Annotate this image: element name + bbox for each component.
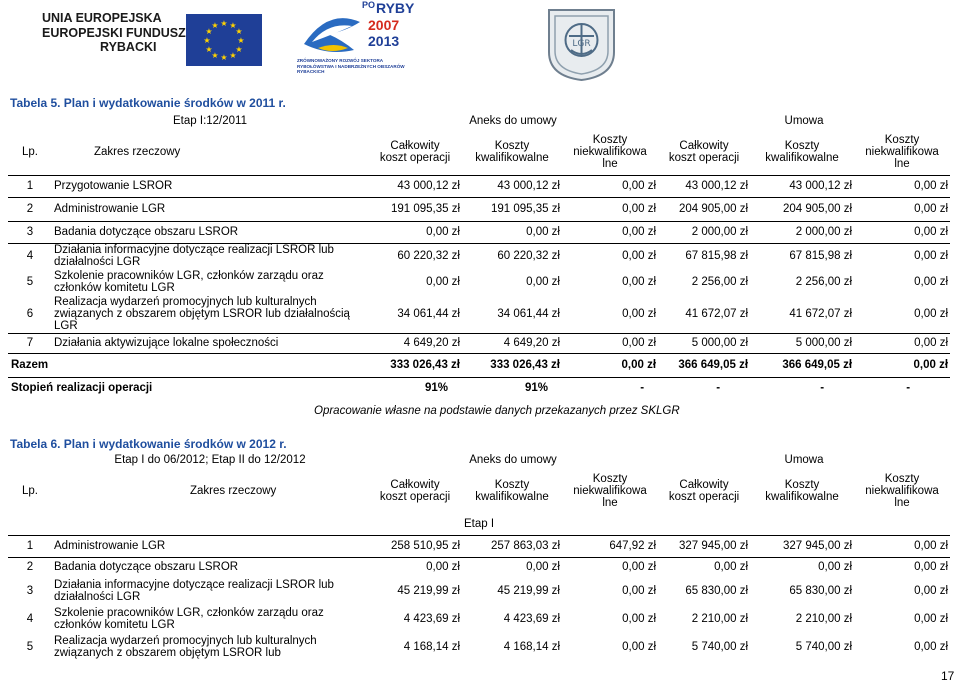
kwal-header-aneks: Koszty kwalifikowalne: [475, 140, 549, 165]
aneks-header: Aneks do umowy: [469, 114, 557, 127]
table-row: 2 Badania dotyczące obszaru LSROR 0,00 zł 0,00 zł 0,00 zł 0,00 zł 0,00 zł 0,00 zł: [8, 557, 950, 577]
lgr-seal-logo: [545, 6, 618, 82]
eu-line-2: EUROPEJSKI FUNDUSZ: [42, 25, 186, 40]
table-row: 1 Przygotowanie LSROR 43 000,12 zł 43 000,12 zł 0,00 zł 43 000,12 zł 43 000,12 zł 0,00 zł: [8, 175, 950, 197]
table-row: 4 Działania informacyjne dotyczące realizacji LSROR lub działalności LGR 60 220,32 zł 60 220,32 zł 0,00 zł 67 815,98 zł 67 815,98 zł 0,00 zł: [8, 243, 950, 269]
svg-text:★: ★: [229, 21, 237, 30]
po-ryby-subtitle: ZRÓWNOWAŻONY ROZWÓJ SEKTORA RYBOŁÓWSTWA I NADBRZEŻNYCH OBSZARÓW RYBACKICH: [297, 58, 405, 74]
svg-text:★: ★: [220, 19, 228, 28]
kwal-header-umowa: Koszty kwalifikowalne: [765, 140, 839, 165]
eu-fund-text: [42, 11, 186, 55]
niekwal-header-aneks: Koszty niekwalifikowa lne: [573, 472, 647, 509]
etap-header: Etap I do 06/2012; Etap II do 12/2012: [114, 453, 306, 466]
svg-text:★: ★: [211, 21, 219, 30]
etap-i-subheader: Etap I: [464, 517, 495, 530]
zakres-header: Zakres rzeczowy: [190, 484, 277, 497]
umowa-header: Umowa: [784, 114, 824, 127]
kwal-header-aneks: Koszty kwalifikowalne: [475, 478, 549, 503]
niekwal-header-aneks: Koszty niekwalifikowa lne: [573, 134, 647, 171]
calkowity-header-aneks: Całkowity koszt operacji: [379, 140, 451, 165]
table-6: [8, 451, 950, 661]
table-row: 3 Działania informacyjne dotyczące realizacji LSROR lub działalności LGR 45 219,99 zł 45 219,99 zł 0,00 zł 65 830,00 zł 65 830,00 zł 0,00 zł: [26, 579, 949, 603]
calkowity-header-umowa: Całkowity koszt operacji: [668, 140, 740, 165]
seal-text: LGR: [572, 39, 591, 49]
table-6-caption: Tabela 6. Plan i wydatkowanie środków w 2012 r.: [10, 437, 287, 451]
lp-header: Lp.: [22, 146, 38, 159]
kwal-header-umowa: Koszty kwalifikowalne: [765, 478, 839, 503]
page-number: 17: [941, 669, 955, 683]
table-row: 4 Szkolenie pracowników LGR, członków zarządu oraz członków komitetu LGR 4 423,69 zł 4 423,69 zł 0,00 zł 2 210,00 zł 2 210,00 zł 0,00 zł: [26, 607, 949, 631]
zakres-header: Zakres rzeczowy: [94, 146, 181, 159]
umowa-header: Umowa: [784, 453, 824, 466]
table-row: 3 Badania dotyczące obszaru LSROR 0,00 zł 0,00 zł 0,00 zł 2 000,00 zł 2 000,00 zł 0,00 zł: [8, 221, 950, 243]
year-2013: 2013: [368, 33, 400, 49]
etap-header: Etap I:12/2011: [173, 114, 247, 127]
po-label: PO: [362, 0, 376, 10]
aneks-header: Aneks do umowy: [469, 453, 557, 466]
svg-text:★: ★: [235, 45, 243, 54]
table-6-group-header: [8, 451, 950, 468]
calkowity-header-umowa: Całkowity koszt operacji: [668, 478, 740, 503]
table-row: 6 Realizacja wydarzeń promocyjnych lub kulturalnych związanych z obszarem objętym LSROR lub działalnością LGR 34 061,44 zł 34 061,44 zł 0,00 zł 41 672,07 zł 41 672,07 zł 0,00 zł: [26, 295, 949, 332]
table-6-column-header: [8, 468, 950, 513]
svg-text:★: ★: [220, 53, 228, 62]
fish-icon: [298, 4, 364, 58]
table-row: 1 Administrowanie LGR 258 510,95 zł 257 863,03 zł 647,92 zł 327 945,00 zł 327 945,00 zł 0,00 zł: [8, 535, 950, 557]
table-row: 7 Działania aktywizujące lokalne społeczności 4 649,20 zł 4 649,20 zł 0,00 zł 5 000,00 zł 5 000,00 zł 0,00 zł: [8, 333, 950, 353]
niekwal-header-umowa: Koszty niekwalifikowa lne: [865, 472, 939, 509]
eu-fund-logo: [42, 11, 186, 69]
svg-text:★: ★: [229, 51, 237, 60]
table-5: [8, 111, 950, 399]
eu-line-1: UNIA EUROPEJSKA: [42, 11, 162, 25]
table-row: 2 Administrowanie LGR 191 095,35 zł 191 095,35 zł 0,00 zł 204 905,00 zł 204 905,00 zł 0,00 zł: [8, 197, 950, 221]
eu-line-3: RYBACKI: [100, 40, 157, 54]
niekwal-header-umowa: Koszty niekwalifikowa lne: [865, 134, 939, 171]
svg-text:★: ★: [205, 45, 213, 54]
table-5-group-header: [8, 111, 950, 130]
svg-text:★: ★: [211, 51, 219, 60]
table-5-caption: Tabela 5. Plan i wydatkowanie środków w 2011 r.: [10, 96, 286, 110]
ryby-label: RYBY: [376, 0, 415, 16]
calkowity-header-aneks: Całkowity koszt operacji: [379, 478, 451, 503]
etap-i-subheader-row: [8, 513, 950, 535]
svg-text:★: ★: [205, 27, 213, 36]
stopien-row: Stopień realizacji operacji 91% 91% - - - -: [8, 377, 950, 399]
table-5-source-note: Opracowanie własne na podstawie danych przekazanych przez SKLGR: [314, 405, 680, 417]
table-5-column-header: [8, 130, 950, 175]
table-row: 5 Szkolenie pracowników LGR, członków zarządu oraz członków komitetu LGR 0,00 zł 0,00 zł 0,00 zł 2 256,00 zł 2 256,00 zł 0,00 zł: [26, 270, 949, 294]
svg-text:★: ★: [235, 27, 243, 36]
svg-text:★: ★: [237, 36, 245, 45]
svg-text:★: ★: [203, 36, 211, 45]
eu-flag-icon: [186, 14, 262, 66]
total-row: Razem 333 026,43 zł 333 026,43 zł 0,00 zł 366 649,05 zł 366 649,05 zł 0,00 zł: [8, 353, 950, 377]
table-row: 5 Realizacja wydarzeń promocyjnych lub kulturalnych związanych z obszarem objętym LSROR lub 4 168,14 zł 4 168,14 zł 0,00 zł 5 740,00 zł 5 740,00 zł 0,00 zł: [26, 635, 949, 659]
year-2007: 2007: [368, 17, 400, 33]
lp-header: Lp.: [22, 484, 38, 497]
